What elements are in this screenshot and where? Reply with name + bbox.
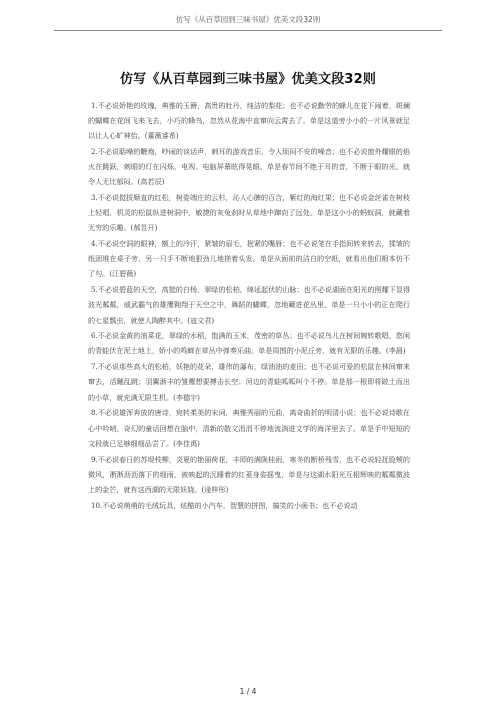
paragraph-7: 7.不必说那些高大的松柏，妖艳的花朵，雄伟的瀑布，绿油油的麦田；也不必说可爱的松鼠在林间窜来窜去，活蹦乱跳；羽翼渐丰的雏鹰想要搏击长空；河边的青蛙呱呱叫个不停。单是那一根即将破土而出的小草，就充满无限生机。(李德宇) bbox=[88, 362, 410, 402]
paragraph-5: 5.不必说碧蓝的天空，高挺的白杨，翠绿的松柏，绵延起伏的山脉；也不必说湖面在阳光的照耀下显得波光粼粼，威武霸气的雄鹰翱翔于天空之中，舞蹈的蝴蝶，忽地藏进花丛里。单是一只小小的正在爬行的七星瓢虫，就使人陶醉其中。(寇文君) bbox=[88, 285, 410, 325]
paragraph-3: 3.不必说挺拔顺直的红松，树姿端庄的云杉，沁人心脾的百合，紫红的海红果；也不必说金丝雀在树枝上轻唱，机灵的松鼠纵进树洞中，敏捷的灰兔刹时从草地中蹿向了远处。单是这小小的蚂蚁洞，就藏着无穷的乐趣。(郝昱开) bbox=[88, 193, 410, 233]
paragraph-9: 9.不必说春日的苏堤枝柳，炎夏的艳丽荷花，丰即的满陇桂雨，寒冬的断桥残雪，也不必说轻抚脸颊的微风，淅淅沥沥落下的细雨，被映起的沉睡着的红菱身姿摇曳，单是与这湖水阳光互相辉映的粼粼微波上的金芒，就有这西湖的无限妖娆。(逯梓彤) bbox=[88, 454, 410, 494]
document-body bbox=[88, 98, 410, 514]
paragraph-10: 10.不必说萌萌的毛绒玩具，炫酷的小汽车，智慧的拼图，搞笑的小画书；也不必说动 bbox=[91, 500, 358, 510]
paragraph-6: 6.不必说金黄的油菜花，翠绿的水稻，饱满的玉米，茂密的草丛；也不必说鸟儿在树间婉转歌唱，悠闲的青蛙伏在泥土地上，娇小的鸣蝉在草丛中弹奏乐曲。单是周围的小泥丘旁，就有无限的乐趣。(李晨) bbox=[88, 331, 410, 356]
page-number: 1 / 4 bbox=[239, 687, 257, 696]
paragraph-4: 4.不必说空洞的眼神，额上的冷汗，紧皱的眉毛，抿紧的嘴唇；也不必说笔在手指间转来转去，揉皱的纸团堆在桌子旁，另一只手不断地狠劲儿地搓着头发。单是从面前的洁白的空纸，就看出他们根本仿不了句。(江碧薇) bbox=[88, 239, 410, 279]
paragraph-1: 1.不必说娇艳的玫瑰，典雅的玉簪，高贵的牡丹，纯洁的梨花；也不必说勤劳的蜂儿在花下闹着，斑斓的蝴蝶在花间飞来飞去，小巧的蜂鸟，忽然从花海中直窜向云霄去了。单是这道旁小小的一片风景就足以让人心旷神怡。(董薇睿希) bbox=[88, 101, 410, 141]
running-header: 仿写《从百草园到三味书屋》优美文段32则 bbox=[175, 15, 321, 24]
paragraph-8: 8.不必说雄浑奔放的唐诗，宛转柔美的宋词，典雅秀丽的元曲，离奇曲折的明清小说；也不必说诗歌在心中吟哨，奇幻的童话回想在脑中，清新的散文涓涓不停地流淌进文学的海洋里去了。单是手中短短的文段就已足够细细品尝了。(李佳禹) bbox=[88, 408, 410, 448]
paragraph-2: 2.不必说聒噪的鞭炮，吵闹的谈话声，刺耳的游戏音乐，令人烦闷不安的噪音；也不必说窗外耀眼的焰火在跳跃，刺眼的灯在闪烁，电视、电脑屏幕眩得晃眼。单是春节间不绝于耳的音，不断于眼的光，就令人无比郁闷。(高若辰) bbox=[88, 147, 410, 187]
header-divider bbox=[54, 30, 442, 31]
document-title: 仿写《从百草园到三味书屋》优美文段32则 bbox=[119, 72, 377, 87]
